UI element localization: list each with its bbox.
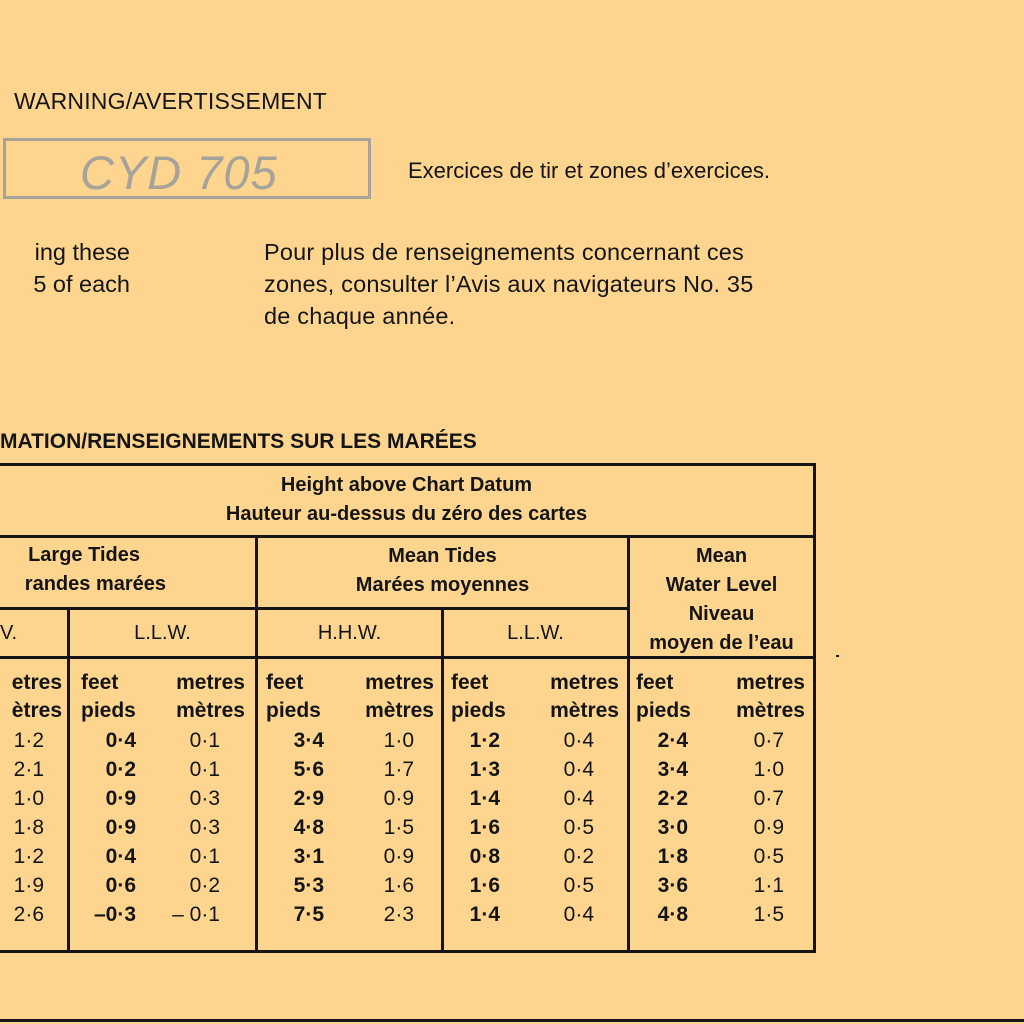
large-tides-fr: randes marées: [24, 573, 166, 595]
table-cell: 2·1: [13, 758, 44, 781]
table-cell: 1·8: [13, 816, 44, 839]
table-cell: 3·6: [657, 874, 688, 897]
col-mwl-metres: [730, 726, 784, 929]
col-mean-llw-metres: [540, 726, 594, 929]
unit-header: [451, 669, 506, 725]
table-cell: 0·2: [105, 758, 136, 781]
table-cell: 1·0: [753, 758, 784, 781]
table-cell: 1·2: [469, 729, 500, 752]
sub-header-llw: L.L.W.: [134, 622, 191, 644]
large-tides-header: [0, 541, 166, 599]
table-cell: 0·9: [105, 816, 136, 839]
unit-pieds: pieds: [636, 699, 691, 722]
table-divider: [441, 607, 444, 953]
table-cell: 3·1: [293, 845, 324, 868]
table-cell: 0·1: [189, 758, 220, 781]
table-cell: 0·3: [189, 816, 220, 839]
table-cell: – 0·1: [172, 903, 220, 926]
paragraph-en-line: 5 of each: [33, 271, 130, 297]
col-large-llw-feet: [80, 726, 136, 929]
table-cell: 0·5: [753, 845, 784, 868]
table-rule: [0, 535, 816, 538]
chart-code-stamp: [3, 138, 371, 199]
col-mean-hhw-metres: [360, 726, 414, 929]
unit-pieds: pieds: [451, 699, 506, 722]
unit-feet: feet: [451, 671, 489, 694]
table-cell: 2·2: [657, 787, 688, 810]
table-cell: 2·9: [293, 787, 324, 810]
table-cell: 1·2: [13, 845, 44, 868]
mean-water-level-header: [630, 542, 813, 658]
mwl-line: Water Level: [665, 574, 778, 596]
table-cell: 7·5: [293, 903, 324, 926]
table-cell: 1·3: [469, 758, 500, 781]
table-cell: 0·7: [753, 787, 784, 810]
mwl-line: Niveau: [688, 603, 755, 625]
unit-metres: metres: [176, 671, 245, 694]
table-cell: 1·7: [383, 758, 414, 781]
unit-metres: metres: [550, 671, 619, 694]
table-cell: 1·6: [469, 816, 500, 839]
table-cell: 1·6: [383, 874, 414, 897]
paragraph-en: [0, 236, 130, 300]
unit-metres: etres: [11, 671, 62, 694]
sub-header-hhw: H.H.W.: [317, 622, 382, 644]
table-cell: 5·3: [293, 874, 324, 897]
table-cell: 1·5: [753, 903, 784, 926]
table-cell: 1·1: [753, 874, 784, 897]
unit-metres-fr: ètres: [11, 699, 62, 722]
table-cell: 2·6: [13, 903, 44, 926]
table-cell: 3·4: [657, 758, 688, 781]
unit-pieds: pieds: [266, 699, 321, 722]
col-large-llw-metres: [150, 726, 220, 929]
bottom-rule: [0, 1019, 1024, 1022]
table-cell: 0·4: [105, 845, 136, 868]
table-cell: 0·2: [189, 874, 220, 897]
height-header-en: Height above Chart Datum: [280, 474, 533, 496]
table-cell: 2·3: [383, 903, 414, 926]
table-cell: 1·4: [469, 787, 500, 810]
col-mean-llw-feet: [455, 726, 500, 929]
unit-pieds: pieds: [81, 699, 136, 722]
table-cell: 0·9: [383, 787, 414, 810]
mean-tides-fr: Marées moyennes: [355, 574, 530, 596]
table-cell: 3·4: [293, 729, 324, 752]
table-divider: [67, 607, 70, 953]
unit-header: [355, 669, 434, 725]
table-cell: 1·4: [469, 903, 500, 926]
table-cell: 0·5: [563, 816, 594, 839]
table-title: MATION/RENSEIGNEMENTS SUR LES MARÉES: [0, 430, 477, 453]
table-cell: 0·4: [563, 758, 594, 781]
paragraph-fr-line: Pour plus de renseignements concernant ces: [264, 239, 744, 265]
stamp-code: CYD 705: [80, 146, 278, 199]
paragraph-fr-line: zones, consulter l’Avis aux navigateurs No. 35: [264, 271, 754, 297]
unit-header: [538, 669, 619, 725]
unit-feet: feet: [266, 671, 304, 694]
unit-metres: metres: [365, 671, 434, 694]
table-cell: 1·8: [657, 845, 688, 868]
table-cell: 0·6: [105, 874, 136, 897]
unit-metres-fr: mètres: [365, 699, 434, 722]
mwl-line: moyen de l’eau: [649, 632, 794, 654]
table-cell: 0·9: [383, 845, 414, 868]
table-cell: 0·9: [105, 787, 136, 810]
table-cell: 1·5: [383, 816, 414, 839]
unit-header: [636, 669, 691, 725]
stray-mark: [836, 655, 839, 657]
unit-header: [166, 669, 245, 725]
sub-header-hw: V.: [0, 622, 18, 644]
table-cell: 1·6: [469, 874, 500, 897]
col-mwl-feet: [640, 726, 688, 929]
table-cell: 0·3: [189, 787, 220, 810]
unit-header: [0, 669, 62, 725]
height-header: [0, 471, 813, 529]
unit-feet: feet: [636, 671, 674, 694]
table-cell: 0·1: [189, 729, 220, 752]
unit-header: [81, 669, 136, 725]
table-cell: 1·0: [13, 787, 44, 810]
table-cell: 0·1: [189, 845, 220, 868]
unit-metres-fr: mètres: [176, 699, 245, 722]
height-header-fr: Hauteur au-dessus du zéro des cartes: [225, 503, 588, 525]
warning-title: WARNING/AVERTISSEMENT: [14, 88, 328, 114]
table-rule: [0, 607, 628, 610]
table-cell: 0·4: [563, 903, 594, 926]
table-border-top: [0, 463, 816, 466]
paragraph-fr-line: de chaque année.: [264, 303, 456, 329]
paragraph-fr: [264, 236, 753, 332]
table-cell: 0·9: [753, 816, 784, 839]
col-mean-hhw-feet: [270, 726, 324, 929]
table-cell: 0·5: [563, 874, 594, 897]
table-cell: 0·2: [563, 845, 594, 868]
unit-metres-fr: mètres: [736, 699, 805, 722]
table-cell: 0·8: [469, 845, 500, 868]
unit-header: [726, 669, 805, 725]
table-cell: 5·6: [293, 758, 324, 781]
table-border-bottom: [0, 950, 816, 953]
table-cell: 1·0: [383, 729, 414, 752]
table-cell: 0·4: [563, 729, 594, 752]
table-cell: 3·0: [657, 816, 688, 839]
mean-tides-header: [258, 542, 627, 600]
unit-feet: feet: [81, 671, 119, 694]
table-cell: 1·2: [13, 729, 44, 752]
unit-metres-fr: mètres: [550, 699, 619, 722]
tidal-table: [0, 463, 816, 953]
subtitle-fr: Exercices de tir et zones d’exercices.: [408, 158, 770, 183]
table-cell: 1·9: [13, 874, 44, 897]
unit-header: [266, 669, 321, 725]
large-tides-en: Large Tides: [28, 544, 140, 566]
mean-tides-en: Mean Tides: [388, 545, 497, 567]
table-cell: 0·4: [105, 729, 136, 752]
table-cell: 2·4: [657, 729, 688, 752]
table-cell: 0·7: [753, 729, 784, 752]
col-large-hw-metres: [0, 726, 44, 929]
table-cell: 4·8: [657, 903, 688, 926]
paragraph-en-line: ing these: [34, 239, 130, 265]
mwl-line: Mean: [695, 545, 748, 567]
table-cell: 0·4: [563, 787, 594, 810]
table-cell: –0·3: [93, 903, 136, 926]
table-cell: 4·8: [293, 816, 324, 839]
unit-metres: metres: [736, 671, 805, 694]
sub-header-llw-mean: L.L.W.: [507, 622, 564, 644]
